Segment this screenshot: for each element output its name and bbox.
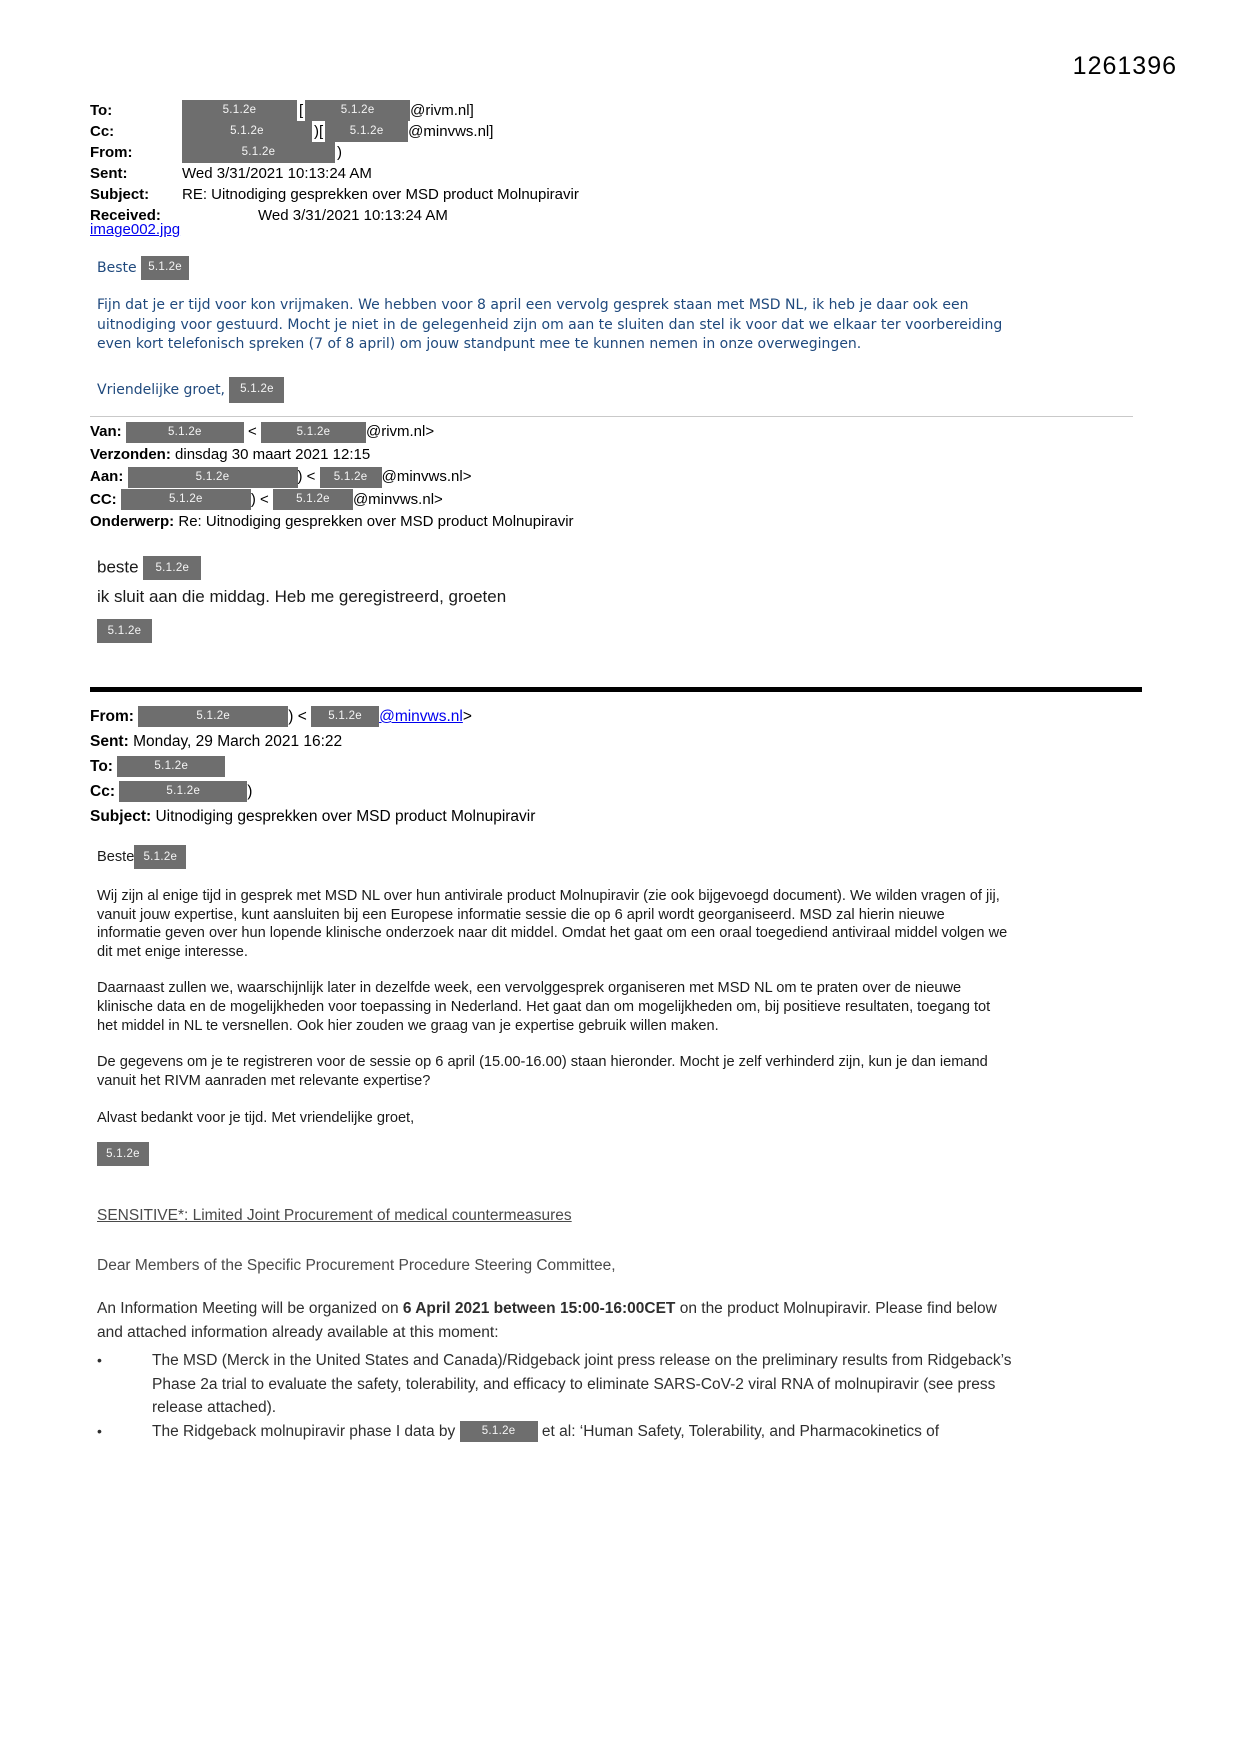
- bullet-icon: •: [97, 1352, 102, 1368]
- redaction-box: 5.1.2e: [229, 377, 284, 403]
- onderwerp-label: Onderwerp:: [90, 513, 175, 530]
- redaction-box: 5.1.2e: [261, 422, 366, 443]
- header-row-van: [90, 421, 574, 444]
- header-row-subject2: [90, 804, 535, 829]
- header-row-from: [90, 142, 579, 163]
- email-header-original: [90, 704, 535, 829]
- separator-text: <: [248, 423, 257, 440]
- header-row-cc: [90, 121, 579, 142]
- subject-label: Subject:: [90, 808, 152, 825]
- onderwerp-value: Re: Uitnodiging gesprekken over MSD product Molnupiravir: [178, 513, 574, 530]
- from-email-link[interactable]: @minvws.nl: [379, 708, 463, 725]
- message-body: ik sluit aan die middag. Heb me geregistreerd, groeten: [97, 587, 507, 606]
- subject-label: Subject:: [90, 186, 150, 203]
- salutation-text: Dear Members of the Specific Procurement Procedure Steering Committee,: [97, 1257, 616, 1274]
- header-row-sent: [90, 163, 579, 184]
- document-number: 1261396: [1072, 52, 1177, 80]
- van-label: Van:: [90, 423, 122, 440]
- message-body: Fijn dat je er tijd voor kon vrijmaken. We hebben voor 8 april een vervolg gesprek staan met MSD NL, ik heb je daar ook een uitnodiging voor gestuurd. Mocht je niet in de gelegenheid zijn om aan te sluiten dan stel ik voor dat we elkaar ter voorbereiding even kort telefonisch spreken (7 of 8 april) om jouw standpunt mee te kunnen nemen in onze overwegingen.: [97, 297, 1003, 352]
- from-label: From:: [90, 144, 133, 161]
- sent-label: Sent:: [90, 733, 129, 750]
- cc-domain-text: @minvws.nl]: [408, 123, 494, 140]
- redaction-box: 5.1.2e: [325, 121, 408, 142]
- bullet-list: [97, 1349, 1022, 1443]
- cc-label: CC:: [90, 490, 117, 508]
- bullet-text-pre: The Ridgeback molnupiravir phase I data by: [152, 1422, 460, 1440]
- redaction-box: 5.1.2e: [141, 256, 189, 280]
- greeting-line: [97, 256, 1015, 280]
- redaction-box: 5.1.2e: [320, 467, 382, 488]
- redaction-box: 5.1.2e: [97, 619, 152, 643]
- aan-domain-text: @minvws.nl>: [381, 468, 472, 485]
- redaction-box: 5.1.2e: [182, 142, 335, 163]
- bracket-text: ): [337, 144, 342, 161]
- header-row-to: [90, 100, 579, 121]
- meeting-announcement: [97, 1297, 1017, 1344]
- redaction-box: 5.1.2e: [119, 781, 247, 802]
- header-row-aan: [90, 466, 574, 489]
- greeting-text: beste: [97, 557, 139, 577]
- greeting-text: Beste: [97, 260, 137, 276]
- greeting-line: [97, 845, 1011, 869]
- bracket-text: ): [247, 783, 253, 800]
- redaction-box: 5.1.2e: [97, 1142, 149, 1166]
- van-domain-text: @rivm.nl>: [365, 423, 435, 440]
- closing-text: Alvast bedankt voor je tijd. Met vriendelijke groet,: [97, 1110, 415, 1127]
- redaction-box: 5.1.2e: [138, 706, 288, 727]
- redaction-box: 5.1.2e: [182, 100, 297, 121]
- received-value: Wed 3/31/2021 10:13:24 AM: [258, 207, 448, 224]
- closing-line: [97, 377, 1015, 403]
- subject-value: RE: Uitnodiging gesprekken over MSD product Molnupiravir: [182, 186, 579, 203]
- divider-thick: [90, 687, 1142, 692]
- cc-domain-text: @minvws.nl>: [352, 490, 443, 508]
- header-row-sent2: [90, 729, 535, 754]
- separator-text: ) <: [250, 490, 269, 508]
- from-label: From:: [90, 708, 134, 725]
- to-label: To:: [90, 758, 113, 775]
- meeting-datetime: 6 April 2021 between 15:00-16:00CET: [402, 1300, 676, 1317]
- attachment-link[interactable]: image002.jpg: [90, 221, 181, 238]
- to-domain-text: @rivm.nl]: [410, 102, 474, 119]
- greeting-text: Beste: [97, 848, 135, 865]
- received-label: Received:: [90, 207, 161, 224]
- redaction-box: 5.1.2e: [126, 422, 244, 443]
- verzonden-value: dinsdag 30 maart 2021 12:15: [175, 445, 371, 463]
- bullet-text: The MSD (Merck in the United States and Canada)/Ridgeback joint press release on the preliminary results from Ridgeback’s Phase 2a trial to evaluate the safety, tolerability, and efficacy to eliminate SARS-CoV-2 viral RNA of molnupiravir (see press release attached).: [152, 1352, 1012, 1416]
- cc-label: Cc:: [90, 783, 115, 800]
- redaction-box: 5.1.2e: [134, 845, 186, 869]
- header-row-subject: [90, 184, 579, 205]
- separator-text: ) <: [288, 708, 307, 725]
- header-row-onderwerp: [90, 511, 574, 534]
- redaction-box: 5.1.2e: [460, 1421, 538, 1442]
- redaction-box: 5.1.2e: [143, 556, 201, 580]
- subject-value: Uitnodiging gesprekken over MSD product Molnupiravir: [155, 808, 536, 825]
- redaction-box: 5.1.2e: [311, 706, 379, 727]
- paragraph: De gegevens om je te registreren voor de sessie op 6 april (15.00-16.00) staan hieronder. Mocht je zelf verhinderd zijn, kun je dan iemand vanuit het RIVM aanraden met relevante expertise?: [97, 1054, 988, 1089]
- signature-line: [97, 1142, 1011, 1166]
- redaction-box: 5.1.2e: [305, 100, 410, 121]
- bracket-text: >: [462, 708, 472, 725]
- announcement-text: An Information Meeting will be organized on: [97, 1300, 403, 1317]
- redaction-box: 5.1.2e: [117, 756, 225, 777]
- verzonden-label: Verzonden:: [90, 445, 171, 463]
- closing-text: Vriendelijke groet,: [97, 381, 226, 398]
- header-row-verzonden: [90, 444, 574, 467]
- sent-label: Sent:: [90, 165, 128, 182]
- sensitive-heading: SENSITIVE*: Limited Joint Procurement of medical countermeasures: [97, 1207, 572, 1224]
- list-item: [97, 1349, 1022, 1420]
- sent-value: Wed 3/31/2021 10:13:24 AM: [182, 165, 372, 182]
- header-row-from2: [90, 704, 535, 729]
- email-header-top: [90, 100, 579, 226]
- email-header-dutch: [90, 421, 574, 534]
- bracket-text: )[: [314, 123, 324, 140]
- message-invitation: [97, 845, 1011, 1166]
- redaction-box: 5.1.2e: [121, 489, 251, 510]
- redaction-box: 5.1.2e: [128, 467, 298, 488]
- header-row-cc3: [90, 779, 535, 804]
- cc-label: Cc:: [90, 123, 115, 140]
- separator-text: ) <: [297, 468, 316, 485]
- aan-label: Aan:: [90, 468, 124, 485]
- bullet-text-post: et al: ‘Human Safety, Tolerability, and Pharmacokinetics of: [537, 1422, 940, 1440]
- redaction-box: 5.1.2e: [182, 121, 312, 142]
- message-reply-blue: [97, 256, 1015, 403]
- message-short-reply: [97, 556, 506, 643]
- to-label: To:: [90, 102, 113, 119]
- greeting-line: [97, 556, 506, 580]
- header-row-to2: [90, 754, 535, 779]
- bullet-icon: •: [97, 1422, 102, 1439]
- announcement-text: on the product Molnupiravir. Please find below and attached information already available at this moment:: [97, 1300, 997, 1341]
- signature-line: [97, 619, 506, 643]
- list-item: [97, 1420, 1022, 1444]
- paragraph: Wij zijn al enige tijd in gesprek met MSD NL over hun antivirale product Molnupiravir (zie ook bijgevoegd document). We wilden vragen of jij, vanuit jouw expertise, kunt aansluiten bij een Europese informatie sessie die op 6 april wordt georganiseerd. MSD zal hierin nieuwe informatie geven over hun lopende klinische onderzoek naar dit middel. Omdat het gaat om een oraal toegediend antiviraal middel volgen we dit met enige interesse.: [97, 888, 1008, 960]
- bracket-text: [: [299, 102, 304, 119]
- paragraph: Daarnaast zullen we, waarschijnlijk later in dezelfde week, een vervolggesprek organiseren met MSD NL om te praten over de nieuwe klinische data en de mogelijkheden voor toepassing in Nederland. Het gaat dan om mogelijkheden om, bij positieve resultaten, toegang tot het middel in NL te versnellen. Ook hier zouden we graag van je expertise gebruik willen maken.: [97, 980, 991, 1034]
- sent-value: Monday, 29 March 2021 16:22: [133, 733, 343, 750]
- bullet-text: [152, 1420, 1012, 1444]
- redaction-box: 5.1.2e: [273, 489, 353, 510]
- divider-thin: [90, 416, 1133, 417]
- header-row-cc2: [90, 489, 574, 512]
